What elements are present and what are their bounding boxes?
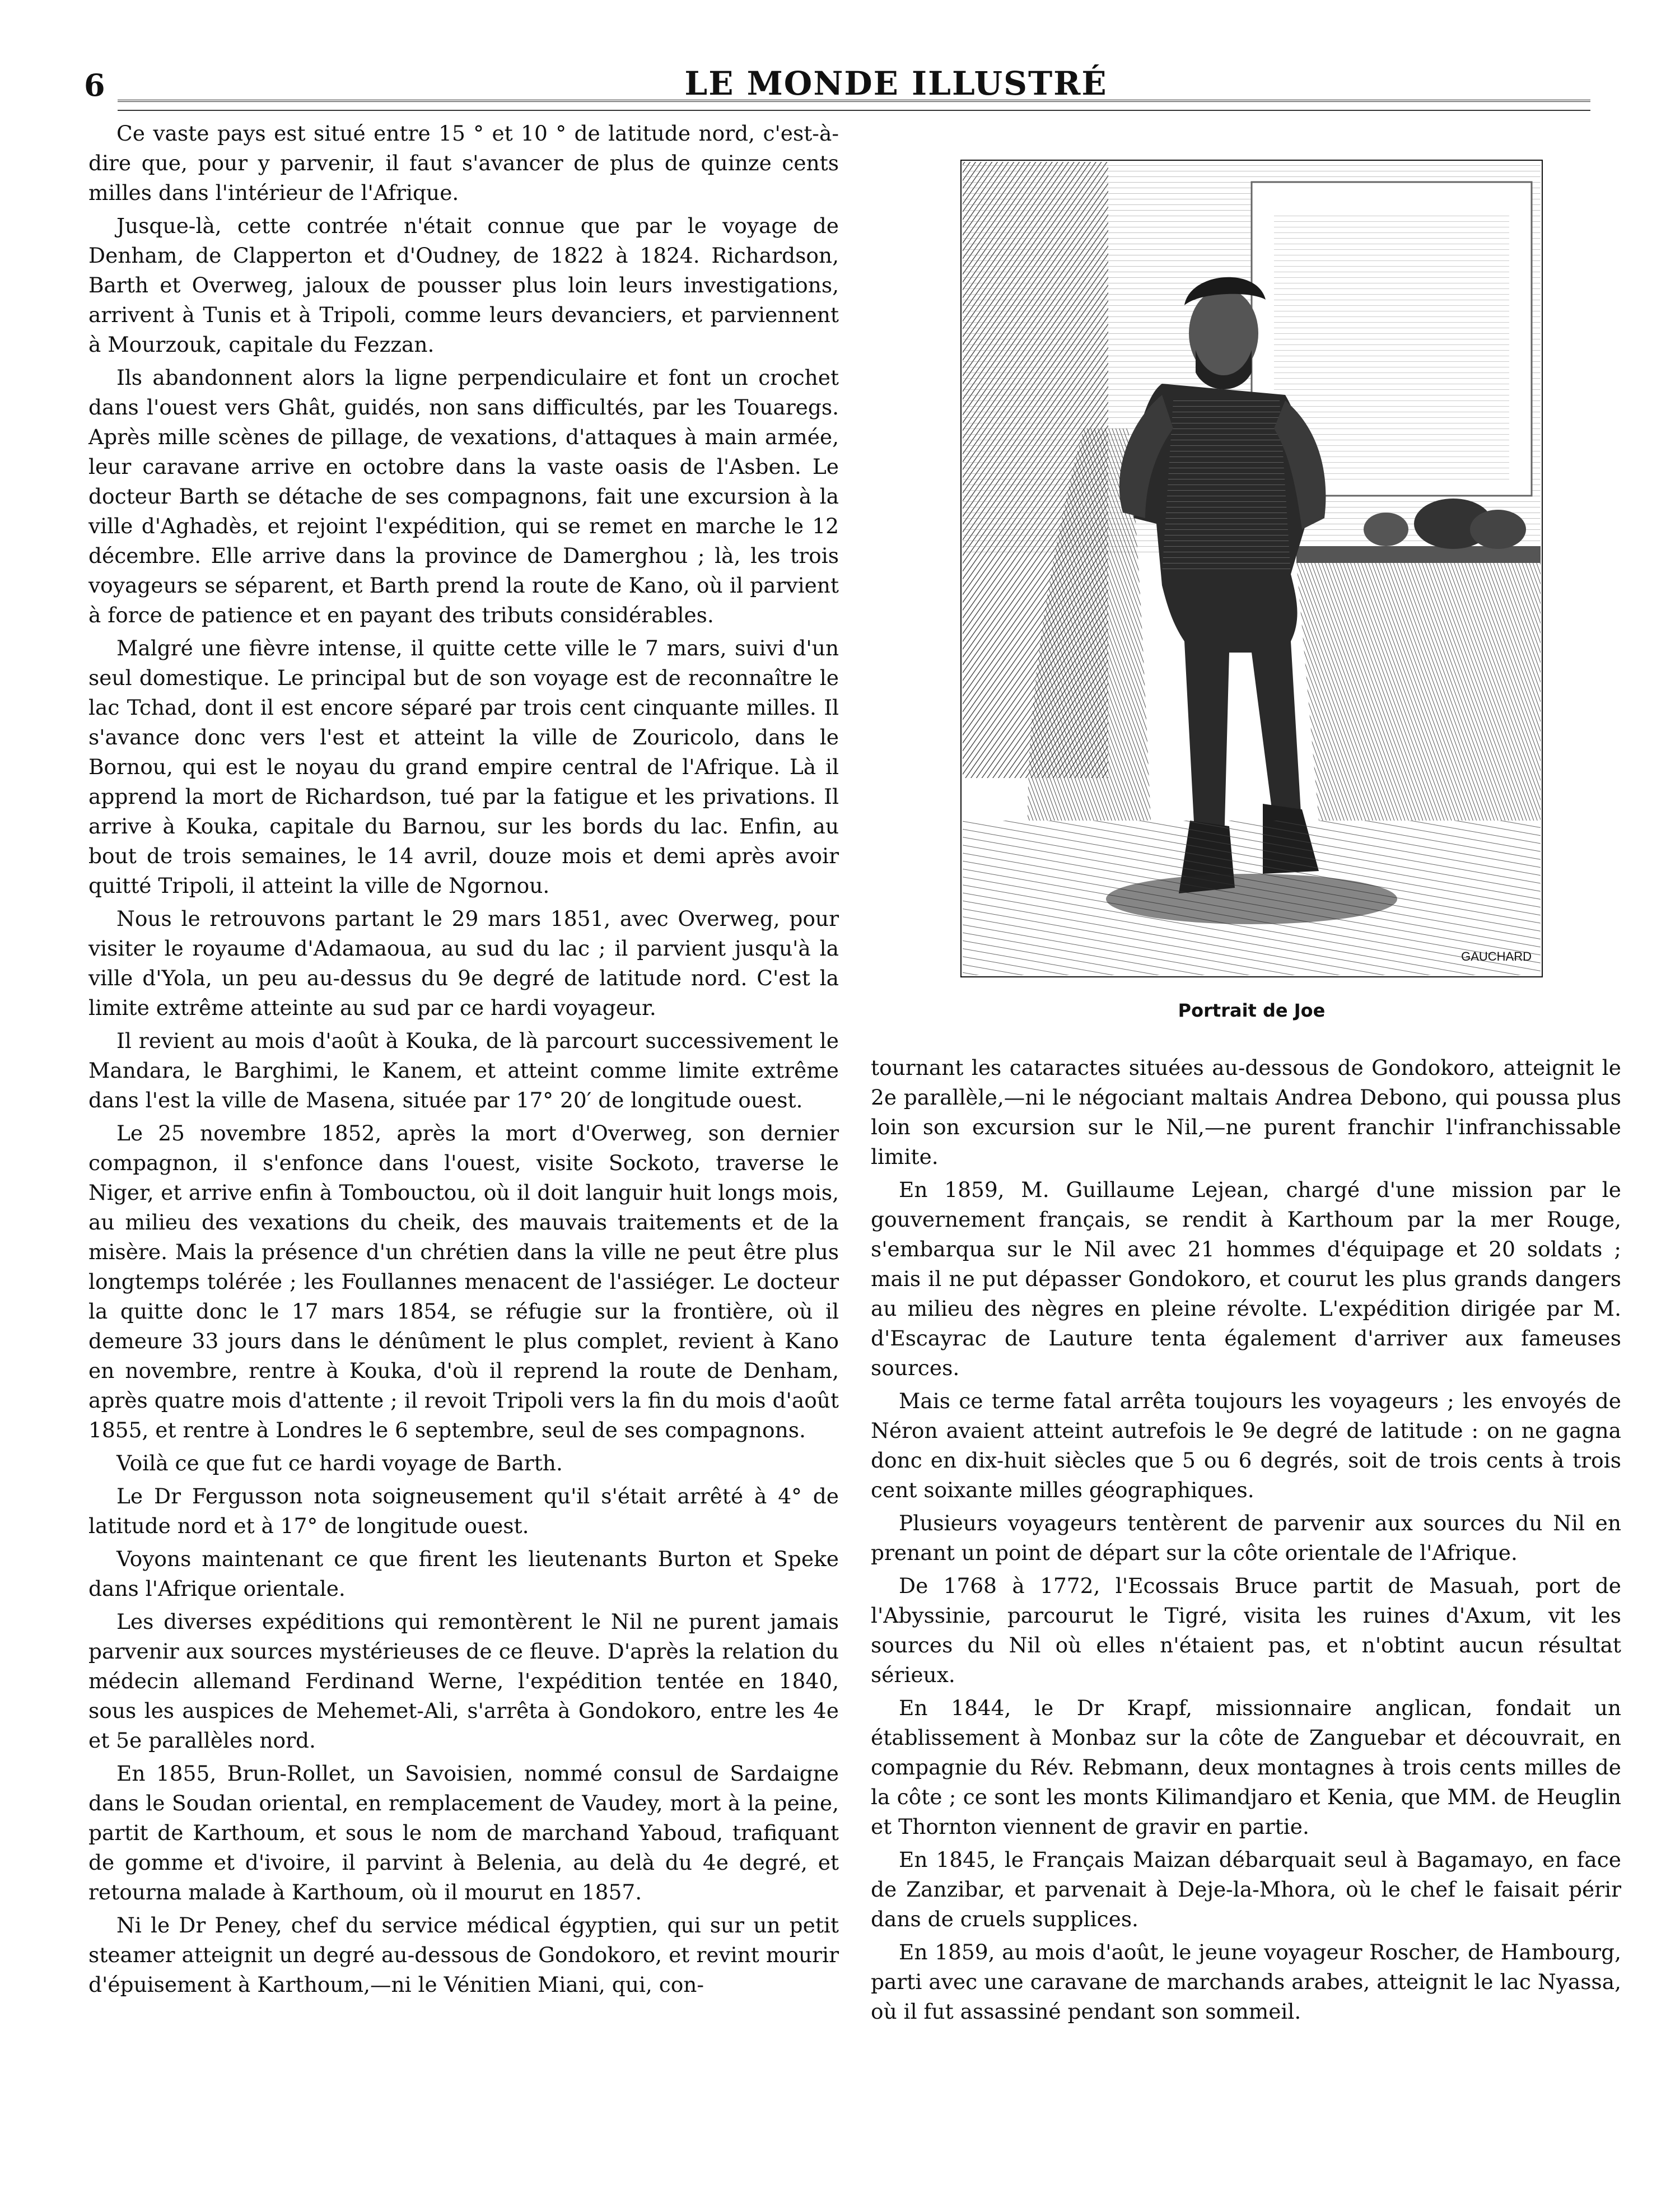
paragraph: En 1859, M. Guillaume Lejean, chargé d'une mission par le gouvernement français, se rendit à Karthoum par la mer Rouge, s'embarqua sur le Nil avec 21 hommes d'équipage et 20 soldats ; mais il ne put dépasser Gondokoro, et courut les plus grands dangers au milieu des nègres en pleine révolte. L'expédition dirigée par M. d'Escayrac de Lauture tenta également d'arriver aux fameuses sources. (871, 1177, 1621, 1380)
paragraph: Ils abandonnent alors la ligne perpendiculaire et font un crochet dans l'ouest vers Ghât, guidés, non sans difficultés, par les Touaregs. Après mille scènes de pillage, de vexations, d'attaques à main armée, leur caravane arrive en octobre dans la vaste oasis de l'Asben. Le docteur Barth se détache de ses compagnons, fait une excursion à la ville d'Aghadès, et rejoint l'expédition, qui se remet en marche le 12 décembre. Elle arrive dans la province de Damerghou ; là, les trois voyageurs se séparent, et Barth prend la route de Kano, où il parvient à force de patience et en payant des tributs considérables. (88, 365, 839, 627)
paragraph: Les diverses expéditions qui remontèrent le Nil ne purent jamais parvenir aux sources mystérieuses de ce fleuve. D'après la relation du médecin allemand Ferdinand Werne, l'expédition tentée en 1840, sous les auspices de Mehemet-Ali, s'arrêta à Gondokoro, entre les 4e et 5e parallèles nord. (88, 1609, 839, 1753)
right-column (871, 1053, 1621, 2030)
header-rule-thin (118, 110, 1590, 111)
artist-signature: GAUCHARD (1461, 949, 1532, 963)
page-number: 6 (84, 67, 105, 103)
paragraph: En 1844, le Dr Krapf, missionnaire anglican, fondait un établissement à Monbaz sur la côte de Zanguebar et découvrait, en compagnie du Rév. Rebmann, deux montagnes à trois cents milles de la côte ; ce sont les monts Kilimandjaro et Kenia, que MM. de Heuglin et Thornton viennent de gravir en partie. (871, 1696, 1621, 1839)
paragraph: Jusque-là, cette contrée n'était connue que par le voyage de Denham, de Clapperton et d'Oudney, de 1822 à 1824. Richardson, Barth et Overweg, jaloux de pousser plus loin leurs investigations, arrivent à Tunis et à Tripoli, comme leurs devanciers, et parviennent à Mourzouk, capitale du Fezzan. (88, 213, 839, 357)
paragraph: Nous le retrouvons partant le 29 mars 1851, avec Overweg, pour visiter le royaume d'Adamaoua, au sud du lac ; il parvient jusqu'à la ville d'Yola, un peu au-dessus du 9e degré de latitude nord. C'est la limite extrême atteinte au sud par ce hardi voyageur. (88, 906, 839, 1020)
portrait-figure (960, 160, 1543, 1021)
paragraph: Voilà ce que fut ce hardi voyage de Barth. (116, 1451, 563, 1475)
paragraph: Il revient au mois d'août à Kouka, de là parcourt successivement le Mandara, le Barghimi, le Kanem, et atteint comme limite extrême dans l'est la ville de Masena, située par 17° 20′ de longitude ouest. (88, 1028, 839, 1112)
paragraph: Plusieurs voyageurs tentèrent de parvenir aux sources du Nil en prenant un point de départ sur la côte orientale de l'Afrique. (871, 1511, 1621, 1565)
masthead-title: LE MONDE ILLUSTRÉ (684, 64, 1108, 103)
page-header (84, 62, 1596, 123)
paragraph: De 1768 à 1772, l'Ecossais Bruce partit de Masuah, port de l'Abyssinie, parcourut le Tigré, visita les ruines d'Axum, vit les sources du Nil où elles n'étaient pas, et n'obtint aucun résultat sérieux. (871, 1573, 1621, 1687)
figure-caption: Portrait de Joe (1178, 1000, 1326, 1021)
paragraph: Ni le Dr Peney, chef du service médical égyptien, qui sur un petit steamer atteignit un degré au-dessous de Gondokoro, et revint mourir d'épuisement à Karthoum,—ni le Vénitien Miani, qui, con- (88, 1913, 839, 1997)
paragraph: Le Dr Fergusson nota soigneusement qu'il s'était arrêté à 4° de latitude nord et à 17° de longitude ouest. (88, 1484, 839, 1538)
paragraph: Ce vaste pays est situé entre 15 ° et 10 ° de latitude nord, c'est-à-dire que, pour y parvenir, il faut s'avancer de plus de quinze cents milles dans l'intérieur de l'Afrique. (88, 121, 839, 205)
paragraph: tournant les cataractes situées au-dessous de Gondokoro, atteignit le 2e parallèle,—ni le négociant maltais Andrea Debono, qui poussa plus loin son excursion sur le Nil,—ne purent franchir l'infranchissable limite. (871, 1055, 1621, 1169)
header-rule (118, 100, 1590, 102)
paragraph: En 1859, au mois d'août, le jeune voyageur Roscher, de Hambourg, parti avec une caravane de marchands arabes, atteignit le lac Nyassa, où il fut assassiné pendant son sommeil. (871, 1940, 1621, 2024)
paragraph: En 1845, le Français Maizan débarquait seul à Bagamayo, en face de Zanzibar, et parvenait à Deje-la-Mhora, où le chef le faisait périr dans de cruels supplices. (871, 1847, 1621, 1931)
paragraph: Mais ce terme fatal arrêta toujours les voyageurs ; les envoyés de Néron avaient atteint autrefois le 9e degré de latitude : on ne gagna donc en dix-huit siècles que 5 ou 6 degrés, soit de trois cents à trois cent soixante milles géographiques. (871, 1389, 1621, 1502)
paragraph: Malgré une fièvre intense, il quitte cette ville le 7 mars, suivi d'un seul domestique. Le principal but de son voyage est de reconnaître le lac Tchad, dont il est encore séparé par trois cent cinquante milles. Il s'avance donc vers l'est et atteint la ville de Zouricolo, dans le Bornou, qui est le noyau du grand empire central de l'Afrique. Là il apprend la mort de Richardson, tué par la fatigue et les privations. Il arrive à Kouka, capitale du Barnou, sur les bords du lac. Enfin, au bout de trois semaines, le 14 avril, douze mois et demi après avoir quitté Tripoli, il atteint la ville de Ngornou. (88, 636, 839, 898)
portrait-engraving (960, 160, 1543, 977)
left-column (88, 119, 839, 2003)
paragraph: En 1855, Brun-Rollet, un Savoisien, nommé consul de Sardaigne dans le Soudan oriental, en remplacement de Vaudey, mort à la peine, partit de Karthoum, et sous le nom de marchand Yaboud, trafiquant de gomme et d'ivoire, il parvint à Belenia, au delà du 4e degré, et retourna malade à Karthoum, où il mourut en 1857. (88, 1761, 839, 1904)
paragraph: Le 25 novembre 1852, après la mort d'Overweg, son dernier compagnon, il s'enfonce dans l'ouest, visite Sockoto, traverse le Niger, et arrive enfin à Tombouctou, où il doit languir huit longs mois, au milieu des vexations du cheik, des mauvais traitements et de la misère. Mais la présence d'un chrétien dans la ville ne peut être plus longtemps tolérée ; les Foullannes menacent de l'assiéger. Le docteur la quitte donc le 17 mars 1854, se réfugie sur la frontière, où il demeure 33 jours dans le dénûment le plus complet, revient à Kano en novembre, rentre à Kouka, d'où il reprend la route de Denham, après quatre mois d'attente ; il revoit Tripoli vers la fin du mois d'août 1855, et rentre à Londres le 6 septembre, seul de ses compagnons. (88, 1121, 839, 1442)
paragraph: Voyons maintenant ce que firent les lieutenants Burton et Speke dans l'Afrique orientale. (88, 1547, 839, 1601)
